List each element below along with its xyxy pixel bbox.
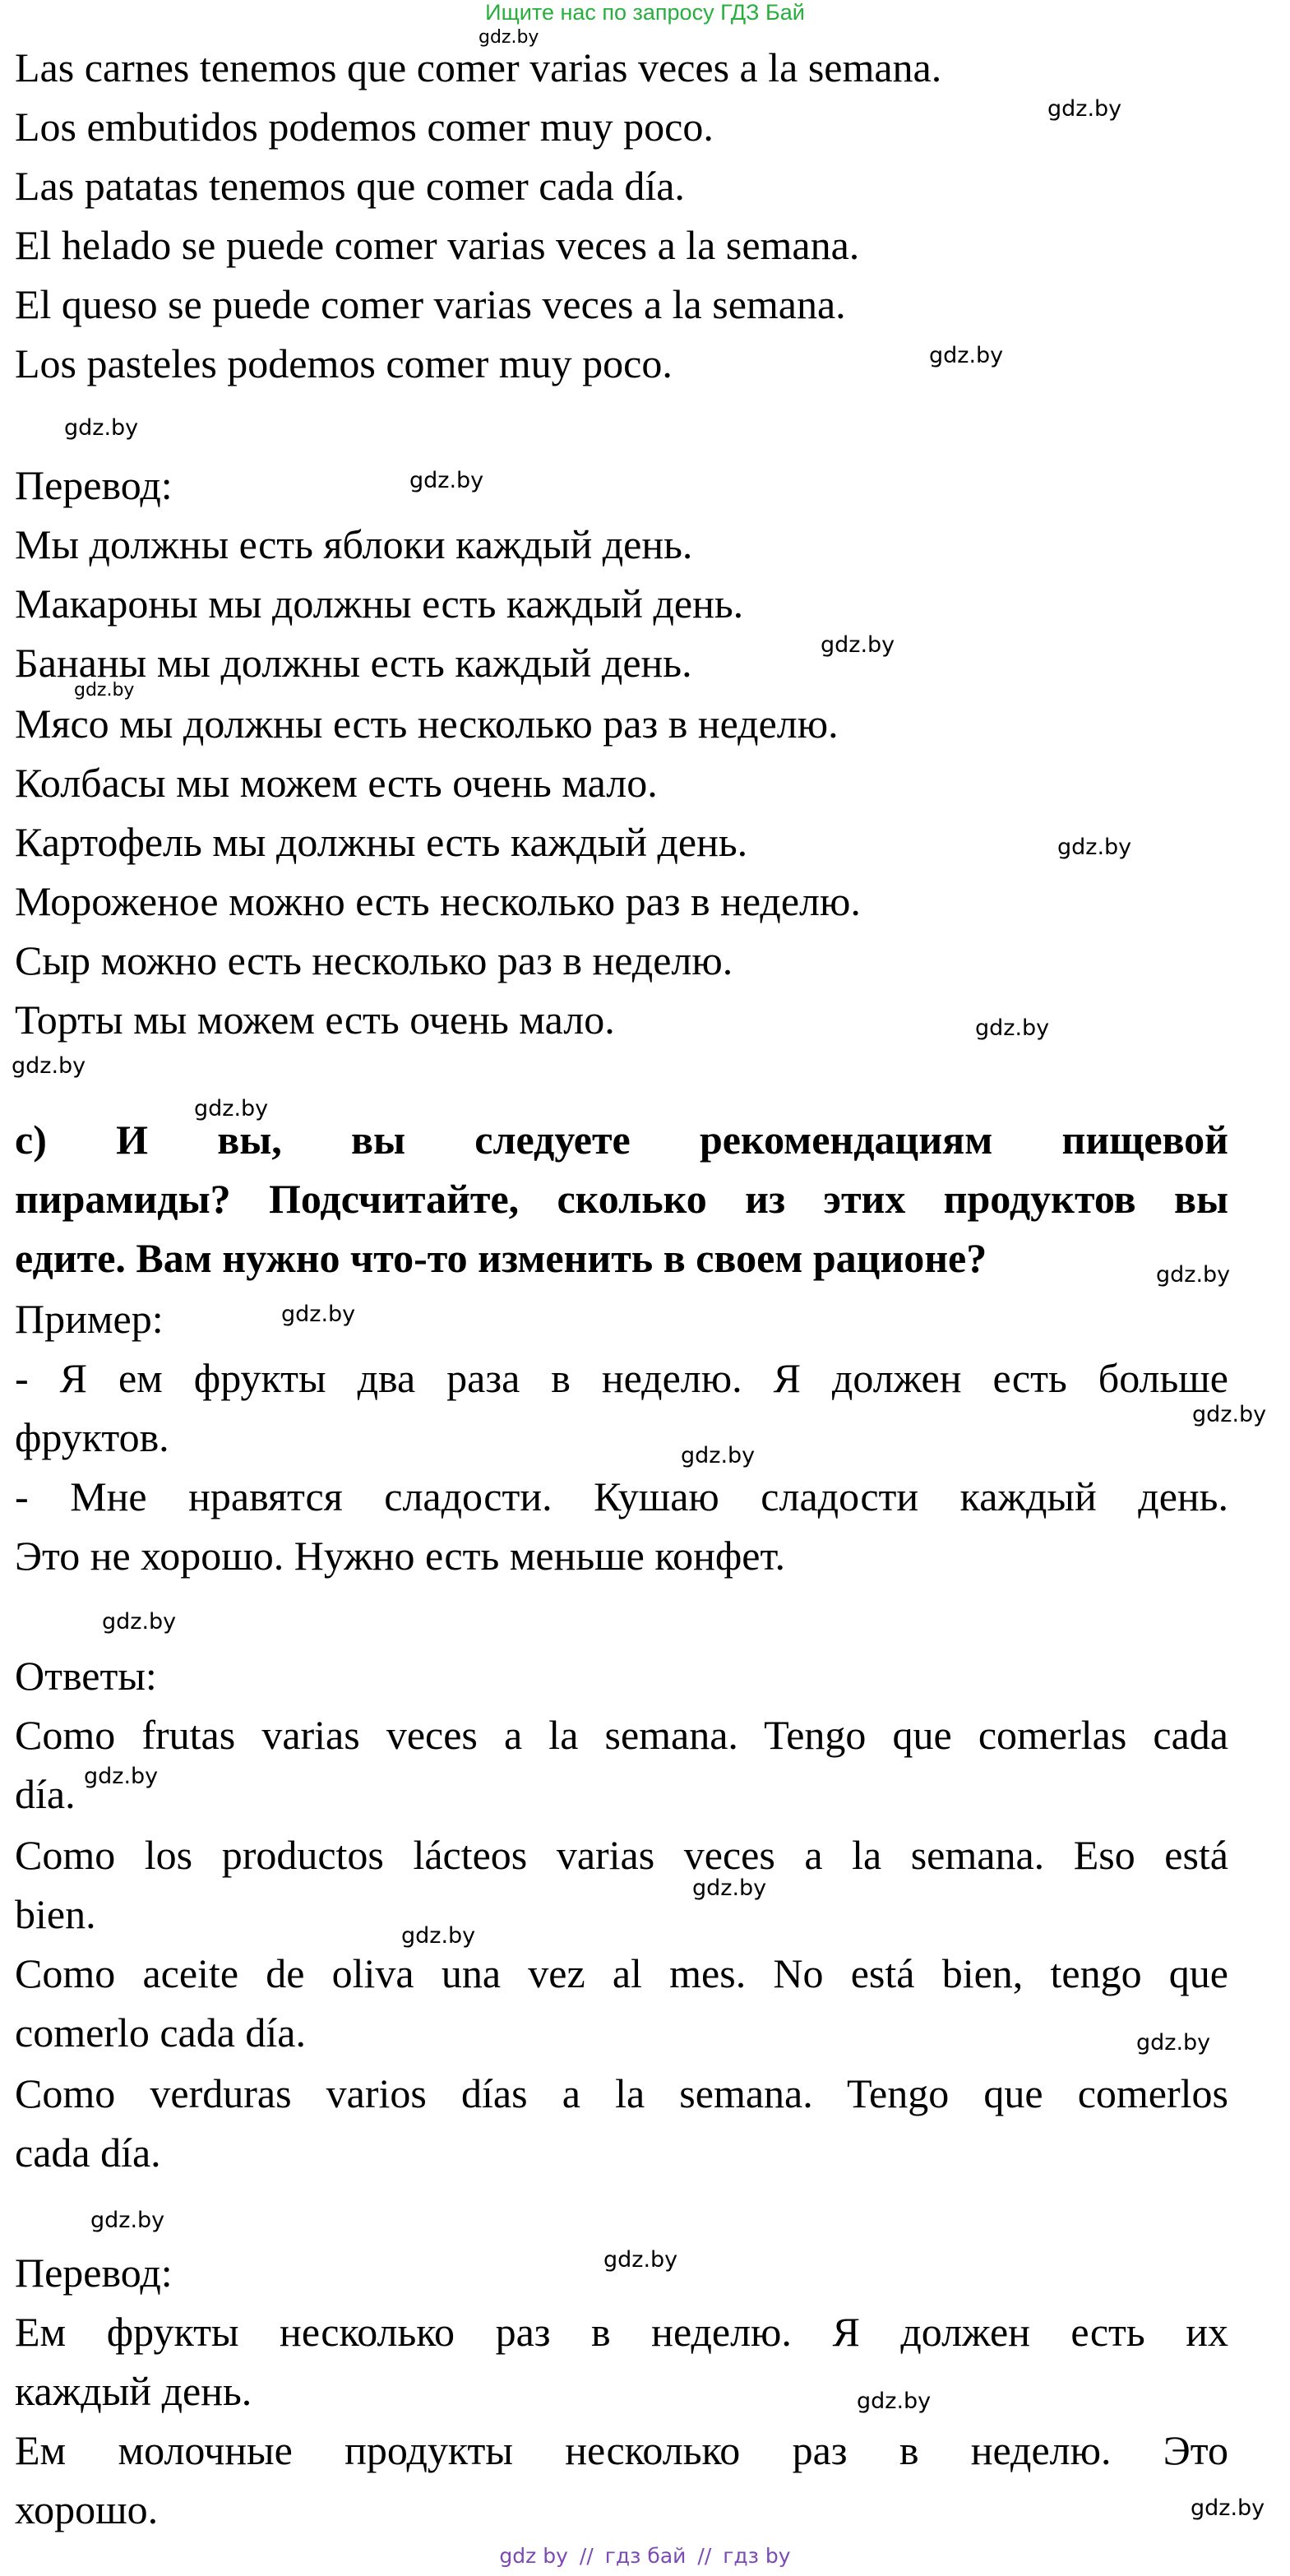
watermark: gdz.by [64,415,139,441]
spanish-sentence: Los pasteles podemos comer muy poco. [15,340,673,386]
russian-sentence: Торты мы можем есть очень мало. [15,997,615,1043]
translation-line: каждый день. [15,2368,252,2414]
russian-sentence: Макароны мы должны есть каждый день. [15,580,744,627]
example-line: - Я ем фрукты два раза в неделю. Я должен есть больше [15,1355,1228,1401]
watermark: gdz.by [12,1053,86,1079]
translation-heading: Перевод: [15,2250,173,2296]
answer-line: comerlo cada día. [15,2009,306,2056]
watermark: gdz.by [681,1443,756,1468]
russian-sentence: Мы должны есть яблоки каждый день. [15,521,693,567]
answer-line: día. [15,1771,76,1817]
translation-heading: Перевод: [15,462,173,508]
translation-line: хорошо. [15,2486,159,2532]
answer-line: cada día. [15,2130,161,2176]
spanish-sentence: El queso se puede comer varias veces a la semana. [15,281,846,327]
watermark: gdz.by [194,1096,269,1122]
watermark: gdz.by [1136,2030,1211,2056]
watermark: gdz.by [929,343,1004,368]
task-c-line: пирамиды? Подсчитайте, сколько из этих продуктов вы [15,1176,1228,1222]
answer-line: bien. [15,1891,96,1937]
task-c-line: с) И вы, вы следуете рекомендациям пищевой [15,1117,1228,1163]
watermark: gdz.by [281,1302,356,1327]
spanish-sentence: Las carnes tenemos que comer varias veces a la semana. [15,44,942,90]
russian-sentence: Колбасы мы можем есть очень мало. [15,760,658,806]
translation-line: Ем молочные продукты несколько раз в неделю. Это [15,2427,1228,2473]
answer-line: Como verduras varios días a la semana. Tengo que comerlos [15,2070,1228,2116]
spanish-sentence: El helado se puede comer varias veces a la semana. [15,222,860,268]
spanish-sentence: Las patatas tenemos que comer cada día. [15,163,685,209]
watermark: gdz.by [401,1923,476,1949]
watermark: gdz.by [692,1875,767,1901]
watermark: gdz.by [90,2208,165,2233]
watermark: gdz.by [821,632,895,658]
russian-sentence: Мясо мы должны есть несколько раз в неделю. [15,701,839,747]
russian-sentence: Мороженое можно есть несколько раз в неделю. [15,878,861,924]
russian-sentence: Картофель мы должны есть каждый день. [15,819,748,865]
search-banner: Ищите нас по запросу ГДЗ Бай [485,0,805,25]
watermark: gdz.by [1057,835,1132,860]
task-c-line: едите. Вам нужно что-то изменить в своем рационе? [15,1235,987,1281]
answers-heading: Ответы: [15,1653,157,1699]
footer-link[interactable]: гдз бай [604,2544,687,2568]
translation-line: Ем фрукты несколько раз в неделю. Я должен есть их [15,2309,1228,2355]
watermark: gdz.by [975,1015,1050,1041]
answer-line: Como frutas varias veces a la semana. Tengo que comerlas cada [15,1712,1228,1758]
watermark: gdz.by [102,1609,177,1635]
footer-link[interactable]: гдз by [723,2544,791,2568]
watermark: gdz.by [1192,1402,1267,1427]
watermark: gdz.by [603,2247,678,2273]
watermark: gdz.by [74,680,135,701]
example-line: - Мне нравятся сладости. Кушаю сладости каждый день. [15,1473,1228,1519]
footer-separator: // [697,2544,712,2568]
watermark: gdz.by [84,1764,159,1789]
footer-separator: // [579,2544,594,2568]
watermark: gdz.by [479,27,539,48]
answer-line: Como aceite de oliva una vez al mes. No está bien, tengo que [15,1950,1228,1996]
footer-link[interactable]: gdz by [499,2544,568,2568]
footer [0,2544,1290,2569]
example-heading: Пример: [15,1296,164,1342]
watermark: gdz.by [409,468,484,493]
russian-sentence: Сыр можно есть несколько раз в неделю. [15,937,733,983]
watermark: gdz.by [857,2389,932,2414]
watermark: gdz.by [1047,96,1122,122]
answer-line: Como los productos lácteos varias veces a la semana. Eso está [15,1832,1228,1878]
spanish-sentence: Los embutidos podemos comer muy poco. [15,104,714,150]
russian-sentence: Бананы мы должны есть каждый день. [15,640,692,686]
example-line: Это не хорошо. Нужно есть меньше конфет. [15,1533,786,1579]
watermark: gdz.by [1156,1262,1231,1288]
watermark: gdz.by [1191,2495,1265,2521]
example-line: фруктов. [15,1414,169,1460]
